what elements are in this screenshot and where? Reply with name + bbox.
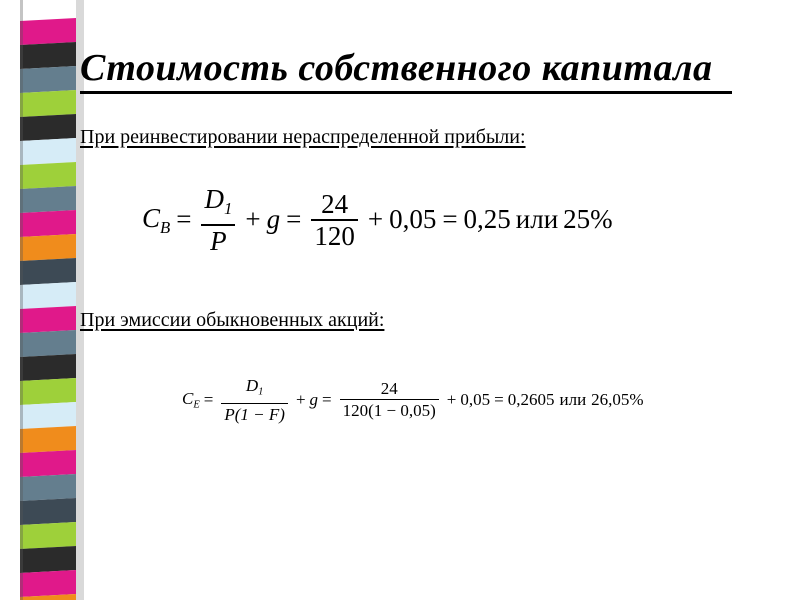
stripe-band	[20, 282, 76, 309]
formula-1-lhs: $C_B$	[142, 202, 171, 237]
plus-sign: +	[446, 389, 457, 409]
formula-2-growth-value: 0,05	[460, 389, 491, 409]
formula-2-numeric-fraction: $\frac{24}{120(1 - 0,05)}$	[340, 378, 439, 421]
equals-sign: =	[494, 389, 504, 409]
slide-title: Стоимость собственного капитала	[80, 47, 713, 89]
stripe-band	[20, 306, 76, 333]
plus-sign: +	[367, 204, 384, 235]
stripe-band	[20, 90, 76, 117]
stripe-band	[20, 234, 76, 261]
formula-2-percent: 26,05%	[591, 389, 644, 409]
stripe-band	[20, 498, 76, 525]
formula-2-result: 0,2605	[507, 389, 555, 409]
decorative-stripe-bar	[0, 0, 90, 600]
stripe-band	[20, 378, 76, 405]
subheading-retained-earnings: При реинвестировании нераспределенной прибыли:	[80, 126, 526, 148]
plus-sign: +	[245, 204, 261, 235]
stripe-band	[20, 66, 76, 93]
formula-1-percent: 25%	[563, 204, 613, 235]
equals-sign: =	[176, 204, 192, 235]
stripe-band	[20, 258, 76, 285]
stripe-band	[20, 570, 76, 597]
stripe-band	[20, 114, 76, 141]
title-underline	[80, 91, 732, 94]
formula-1-or-word: или	[515, 204, 559, 235]
stripe-band	[20, 42, 76, 69]
subheading-share-issue: При эмиссии обыкновенных акций:	[80, 309, 385, 331]
stripe-band	[20, 330, 76, 357]
stripe-band	[20, 426, 76, 453]
equals-sign: =	[203, 389, 214, 409]
equals-sign: =	[322, 389, 332, 409]
formula-2-or-word: или	[559, 389, 587, 409]
formula-1-dividend-fraction: $\frac{D_1}{P}$	[201, 184, 235, 256]
stripe-band	[20, 162, 76, 189]
stripe-band	[20, 450, 76, 477]
formula-1-result: 0,25	[463, 204, 511, 235]
formula-1-numeric-fraction: $\frac{24}{120}$	[311, 189, 358, 251]
stripe-band	[20, 18, 76, 45]
stripe-band	[20, 546, 76, 573]
stripe-band	[20, 354, 76, 381]
formula-2-dividend-fraction: $\frac{D_1}{P(1 - F)}$	[221, 375, 288, 425]
equals-sign: =	[286, 204, 302, 235]
stripe-band	[20, 210, 76, 237]
equals-sign: =	[442, 204, 458, 235]
formula-2-growth-symbol: g	[309, 389, 319, 409]
formula-2-lhs: $C_E$	[182, 389, 200, 411]
stripe-band	[20, 0, 76, 21]
stripe-band	[20, 138, 76, 165]
stripe-band	[20, 186, 76, 213]
plus-sign: +	[295, 389, 306, 409]
formula-share-issue	[182, 375, 644, 425]
formula-1-growth-value: 0,05	[389, 204, 437, 235]
stripe-band	[20, 522, 76, 549]
stripe-band	[20, 474, 76, 501]
formula-retained-earnings	[142, 184, 613, 256]
stripe-band	[20, 402, 76, 429]
formula-1-growth-symbol: g	[266, 204, 281, 235]
